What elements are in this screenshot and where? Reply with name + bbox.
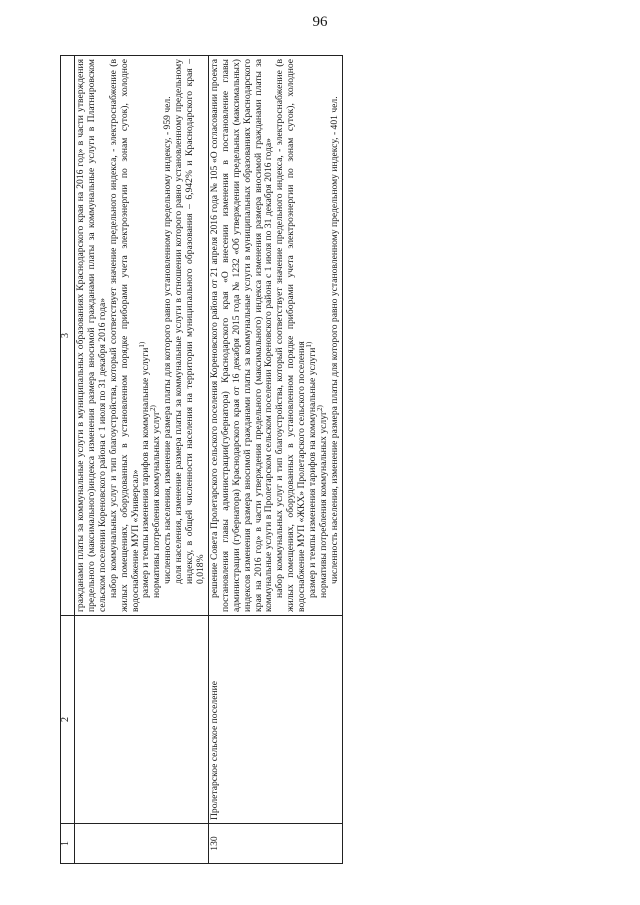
footnote-mark: 2) [149,405,158,412]
paragraph: гражданами платы за коммунальные услуги в муниципальных образованиях Краснодарского края на 2016 год» в части утверждения предельного (максимального)индекса изменения размера вносимой гражданами платы за коммунальные услуги в Платнировском сельском поселении Кореновского района с 1 июля по 31 декабря 2016 года» [75,59,108,612]
table-row [208,56,342,864]
page-number: 96 [312,14,328,30]
header-col-1: 1 [61,824,75,864]
settlement-name: Пролетарское сельское поселение [208,616,342,824]
rotated-table-area [60,56,602,864]
table-header-row [61,56,75,864]
footnote-mark: 1) [138,341,147,348]
header-col-2: 2 [61,616,75,824]
footnote-mark: 1) [304,341,313,348]
paragraph: решение Совета Пролетарского сельского поселения Кореновского района от 21 апреля 2016 года № 105 «О согласовании проекта постановления главы администрации(губернатора) Краснодарского края «О внесении изменения в постановление главы администрации (губернатора) Краснодарского края от 16 декабря 2015 года № 1232 «Об утверждении предельных (максимальных) индексов изменения размера вносимой гражданами платы за коммунальные услуги в муниципальных образованиях Краснодарского края на 2016 год» в части утверждения предельного (максимального) индекса изменения размера вносимой гражданами платы за коммунальные услуги в Пролетарском сельском поселении Кореновского района с 1 июля по 31 декабря 2016 года» [208,59,275,612]
row-number: 130 [208,824,342,864]
paragraph-text: размер и темпы изменения тарифов на коммунальные услуги [307,347,319,598]
document-table [60,55,343,864]
rotated-table-inner [60,56,602,864]
row-content [75,56,209,616]
paragraph: доля населения, изменение размера платы за коммунальные услуги в отношении которого равно установленному предельному индексу, в общей численности населения на территории муниципального образования – 6,942% и Краснодарского края – 0,018% [173,59,206,584]
footnote-mark: 2) [315,405,324,412]
paragraph: численность населения, изменение размера платы для которого равно установленному предельному индексу, - 959 чел. [162,96,174,584]
table-row [75,56,209,864]
paragraph-text: нормативы потребления коммунальных услуг [151,411,163,598]
paragraph: набор коммунальных услуг и тип благоустройства, который соответствует значение предельного индекса, - электроснабжение (в жилых помещениях, оборудованных в установленном порядке приборами учета электроэнергии по зонам суток), холодное водоснабжение МУП «Универсал» [107,59,141,612]
paragraph-text: нормативы потребления коммунальных услуг [317,411,329,598]
paragraph: набор коммунальных услуг и тип благоустройства, который соответствует значение предельного индекса, - электроснабжение (в жилых помещениях, оборудованных в установленном порядке приборами учета электроэнергии по зонам суток), холодное водоснабжение МУП «ЖКХ» Пролетарского сельского поселения [274,59,308,612]
settlement-name [75,616,209,824]
header-col-3: 3 [61,56,75,616]
paragraph: численность населения, изменение размера платы для которого равно установленному предельному индексу, - 401 чел. [328,96,340,584]
row-content [208,56,342,616]
paragraph-text: размер и темпы изменения тарифов на коммунальные услуги [140,347,152,598]
row-number [75,824,209,864]
